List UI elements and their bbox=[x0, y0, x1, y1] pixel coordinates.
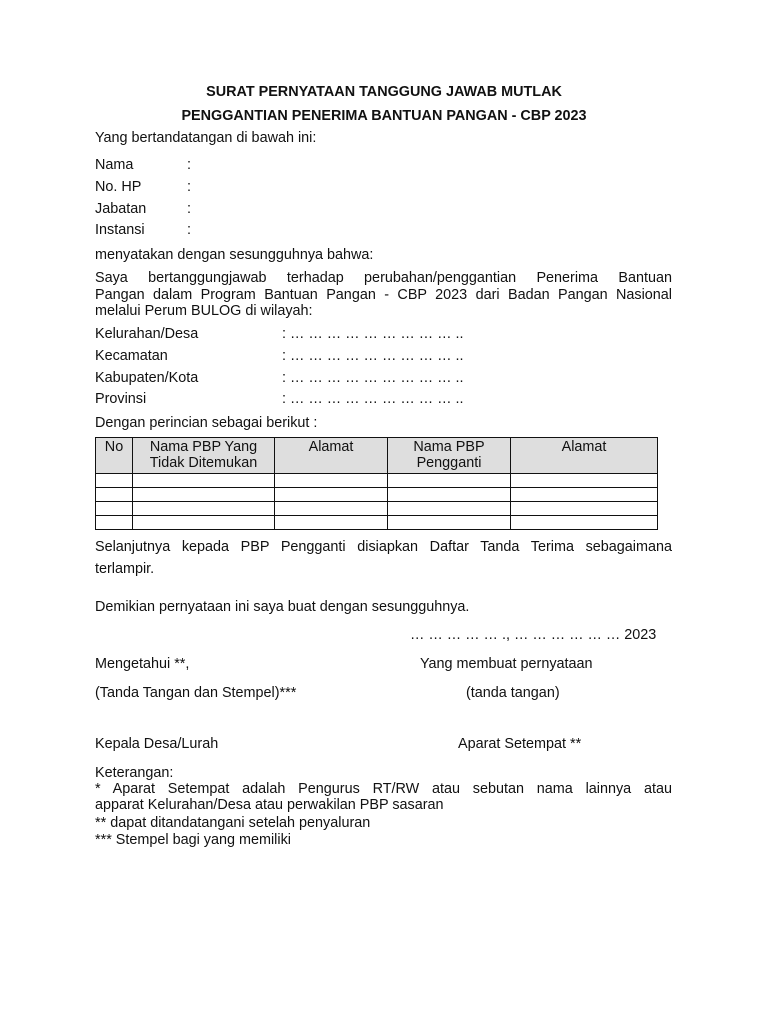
table-row bbox=[96, 516, 658, 530]
followup-line-2: terlampir. bbox=[95, 561, 155, 577]
declaration-lead: menyatakan dengan sesungguhnya bahwa: bbox=[95, 247, 374, 263]
table-cell bbox=[96, 516, 133, 530]
table-header-row bbox=[96, 438, 658, 474]
field-colon-instansi: : bbox=[187, 222, 191, 238]
header-no bbox=[96, 438, 133, 474]
table-cell bbox=[275, 502, 388, 516]
table-cell bbox=[133, 502, 275, 516]
field-colon-nama: : bbox=[187, 157, 191, 173]
followup-line-1: Selanjutnya kepada PBP Pengganti disiapkan Daftar Tanda Terima sebagaimana bbox=[95, 539, 672, 555]
field-colon-hp: : bbox=[187, 179, 191, 195]
table-cell bbox=[388, 488, 511, 502]
header-text: Pengganti bbox=[416, 455, 482, 471]
region-label-kelurahan: Kelurahan/Desa bbox=[95, 326, 199, 342]
table-cell bbox=[96, 488, 133, 502]
header-text: Alamat bbox=[308, 439, 354, 455]
table-row bbox=[96, 474, 658, 488]
table-cell bbox=[96, 474, 133, 488]
header-text: Nama PBP Yang bbox=[149, 439, 258, 455]
date-line: … … … … … ., … … … … … … 2023 bbox=[410, 627, 657, 643]
field-label-instansi: Instansi bbox=[95, 222, 145, 238]
title-line-2: PENGGANTIAN PENERIMA BANTUAN PANGAN - CBP 2023 bbox=[181, 108, 587, 124]
right-signature-note: (tanda tangan) bbox=[466, 685, 560, 701]
header-text: No bbox=[104, 439, 124, 455]
table-cell bbox=[275, 516, 388, 530]
header-missing-name bbox=[133, 438, 275, 474]
field-label-nama: Nama bbox=[95, 157, 134, 173]
field-colon-jabatan: : bbox=[187, 201, 191, 217]
table-row bbox=[96, 502, 658, 516]
header-text: Tidak Ditemukan bbox=[149, 455, 258, 471]
header-text: Nama PBP bbox=[413, 439, 485, 455]
table-cell bbox=[511, 488, 658, 502]
region-label-kecamatan: Kecamatan bbox=[95, 348, 168, 364]
note-1-line-1: * Aparat Setempat adalah Pengurus RT/RW atau sebutan nama lainnya atau bbox=[95, 781, 672, 797]
table-row bbox=[96, 488, 658, 502]
table-cell bbox=[133, 516, 275, 530]
header-replacement-name bbox=[388, 438, 511, 474]
right-role: Aparat Setempat ** bbox=[458, 736, 582, 752]
right-heading: Yang membuat pernyataan bbox=[420, 656, 593, 672]
region-label-kabupaten: Kabupaten/Kota bbox=[95, 370, 199, 386]
left-heading: Mengetahui **, bbox=[95, 656, 190, 672]
notes-heading: Keterangan: bbox=[95, 765, 174, 781]
region-value-kelurahan: : … … … … … … … … … .. bbox=[282, 326, 464, 342]
left-signature-note: (Tanda Tangan dan Stempel)*** bbox=[95, 685, 297, 701]
table-cell bbox=[511, 474, 658, 488]
table-cell bbox=[511, 502, 658, 516]
table-intro: Dengan perincian sebagai berikut : bbox=[95, 415, 318, 431]
responsibility-line-3: melalui Perum BULOG di wilayah: bbox=[95, 303, 313, 319]
table-cell bbox=[388, 516, 511, 530]
table-cell bbox=[275, 488, 388, 502]
closing-statement: Demikian pernyataan ini saya buat dengan sesungguhnya. bbox=[95, 599, 470, 615]
table-cell bbox=[388, 502, 511, 516]
header-replacement-address bbox=[511, 438, 658, 474]
region-label-provinsi: Provinsi bbox=[95, 391, 147, 407]
table-cell bbox=[133, 474, 275, 488]
region-value-kabupaten: : … … … … … … … … … .. bbox=[282, 370, 464, 386]
responsibility-line-1: Saya bertanggungjawab terhadap perubahan/penggantian Penerima Bantuan bbox=[95, 270, 672, 286]
replacement-table bbox=[95, 437, 658, 530]
header-text: Alamat bbox=[561, 439, 607, 455]
left-role: Kepala Desa/Lurah bbox=[95, 736, 219, 752]
field-label-hp: No. HP bbox=[95, 179, 142, 195]
title-line-1: SURAT PERNYATAAN TANGGUNG JAWAB MUTLAK bbox=[206, 84, 562, 100]
region-value-provinsi: : … … … … … … … … … .. bbox=[282, 391, 464, 407]
note-1-line-2: apparat Kelurahan/Desa atau perwakilan PBP sasaran bbox=[95, 797, 444, 813]
table-cell bbox=[388, 474, 511, 488]
note-2: ** dapat ditandatangani setelah penyaluran bbox=[95, 815, 371, 831]
responsibility-line-2: Pangan dalam Program Bantuan Pangan - CBP 2023 dari Badan Pangan Nasional bbox=[95, 287, 672, 303]
table-cell bbox=[511, 516, 658, 530]
intro-text: Yang bertandatangan di bawah ini: bbox=[95, 130, 317, 146]
table-cell bbox=[275, 474, 388, 488]
header-address bbox=[275, 438, 388, 474]
table-cell bbox=[96, 502, 133, 516]
region-value-kecamatan: : … … … … … … … … … .. bbox=[282, 348, 464, 364]
table-cell bbox=[133, 488, 275, 502]
field-label-jabatan: Jabatan bbox=[95, 201, 147, 217]
note-3: *** Stempel bagi yang memiliki bbox=[95, 832, 291, 848]
